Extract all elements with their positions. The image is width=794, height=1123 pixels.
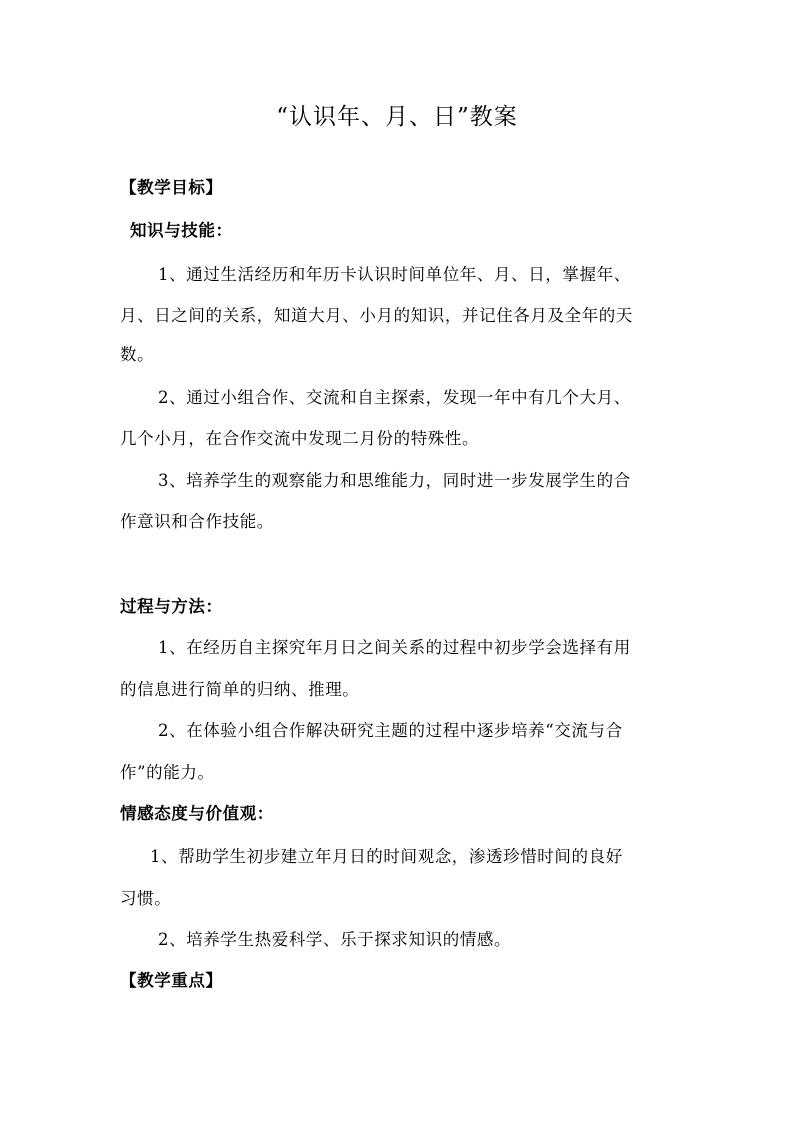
page-title: “认识年、月、日”教案 [276,104,518,130]
subheading-process-methods: 过程与方法： [120,597,223,616]
paragraph-line: 2、培养学生热爱科学、乐于探求知识的情感。 [158,930,512,949]
subheading-knowledge-skills: 知识与技能： [130,221,233,240]
paragraph-line: 作意识和合作技能。 [120,512,274,531]
paragraph-line: 的信息进行简单的归纳、推理。 [120,680,360,699]
paragraph-line: 1、帮助学生初步建立年月日的时间观念，渗透珍惜时间的良好 [150,847,623,866]
section-heading-key-points: 【教学重点】 [120,971,223,990]
paragraph-line: 作”的能力。 [120,763,215,782]
paragraph-line: 1、在经历自主探究年月日之间关系的过程中初步学会选择有用 [158,638,631,657]
paragraph-line: 习惯。 [120,889,172,908]
paragraph-line: 3、培养学生的观察能力和思维能力，同时进一步发展学生的合 [158,471,631,490]
paragraph-line: 2、在体验小组合作解决研究主题的过程中逐步培养“交流与合 [158,721,623,740]
paragraph-line: 1、通过生活经历和年历卡认识时间单位年、月、日，掌握年、 [158,265,631,284]
section-heading-objectives: 【教学目标】 [120,178,223,197]
paragraph-line: 2、通过小组合作、交流和自主探索，发现一年中有几个大月、 [158,388,631,407]
subheading-emotion-values: 情感态度与价值观： [120,804,274,823]
paragraph-line: 数。 [120,345,155,364]
paragraph-line: 月、日之间的关系，知道大月、小月的知识，并记住各月及全年的天 [120,306,633,325]
paragraph-line: 几个小月，在合作交流中发现二月份的特殊性。 [120,429,480,448]
